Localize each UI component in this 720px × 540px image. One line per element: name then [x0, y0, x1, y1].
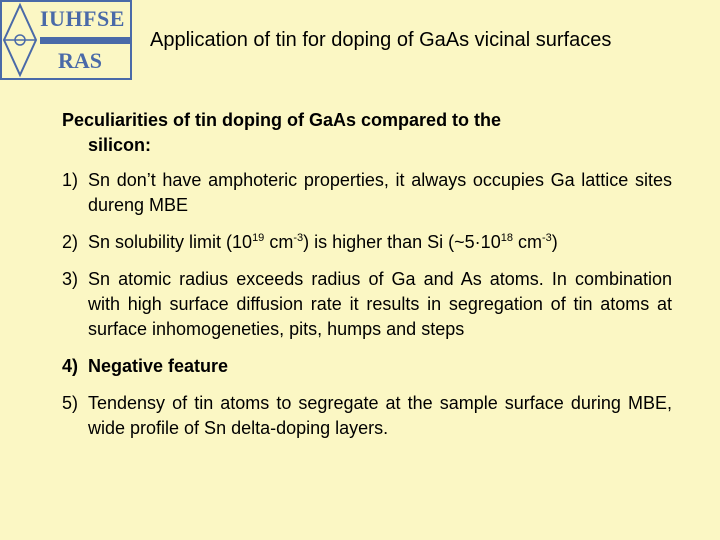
list-item: [62, 267, 672, 342]
item-text: Tendensy of tin atoms to segregate at the sample surface during MBE, wide profile of Sn delta-doping layers.: [88, 393, 672, 438]
slide-content: [62, 108, 672, 453]
superscript: -3: [541, 232, 552, 244]
list-item: [62, 354, 672, 379]
superscript: 18: [500, 232, 513, 244]
logo-divider: [40, 37, 132, 44]
item-text-part: ): [551, 232, 558, 252]
slide-title: Application of tin for doping of GaAs vicinal surfaces: [150, 29, 612, 51]
item-text: [88, 230, 672, 255]
heading-line-2: silicon:: [88, 135, 152, 155]
item-number: 2): [62, 232, 79, 252]
item-text: Sn atomic radius exceeds radius of Ga and As atoms. In combination with high surface diffusion rate it results in segregation of tin atoms at surface inhomogeneties, pits, humps and steps: [88, 269, 672, 339]
list-item: [62, 391, 672, 441]
item-text-part: ) is higher than Si (~5·10: [303, 232, 501, 252]
item-number: 1): [62, 170, 79, 190]
item-text: Negative feature: [88, 356, 229, 376]
list-item: [62, 230, 672, 255]
logo-bottom-text: RAS: [58, 48, 103, 73]
heading-line-1: Peculiarities of tin doping of GaAs compared to the: [62, 110, 502, 130]
institute-logo: [0, 0, 132, 80]
item-text: Sn don’t have amphoteric properties, it always occupies Ga lattice sites dureng MBE: [88, 170, 672, 215]
list-item: [62, 168, 672, 218]
item-number: 5): [62, 393, 79, 413]
logo-top-text: IUHFSE: [40, 6, 125, 31]
item-text-part: Sn solubility limit (10: [88, 232, 253, 252]
item-text-part: cm: [512, 232, 542, 252]
slide-heading: [62, 108, 672, 158]
item-text-part: cm: [264, 232, 294, 252]
item-number: 4): [62, 356, 79, 376]
superscript: -3: [293, 232, 304, 244]
superscript: 19: [252, 232, 265, 244]
item-number: 3): [62, 269, 79, 289]
